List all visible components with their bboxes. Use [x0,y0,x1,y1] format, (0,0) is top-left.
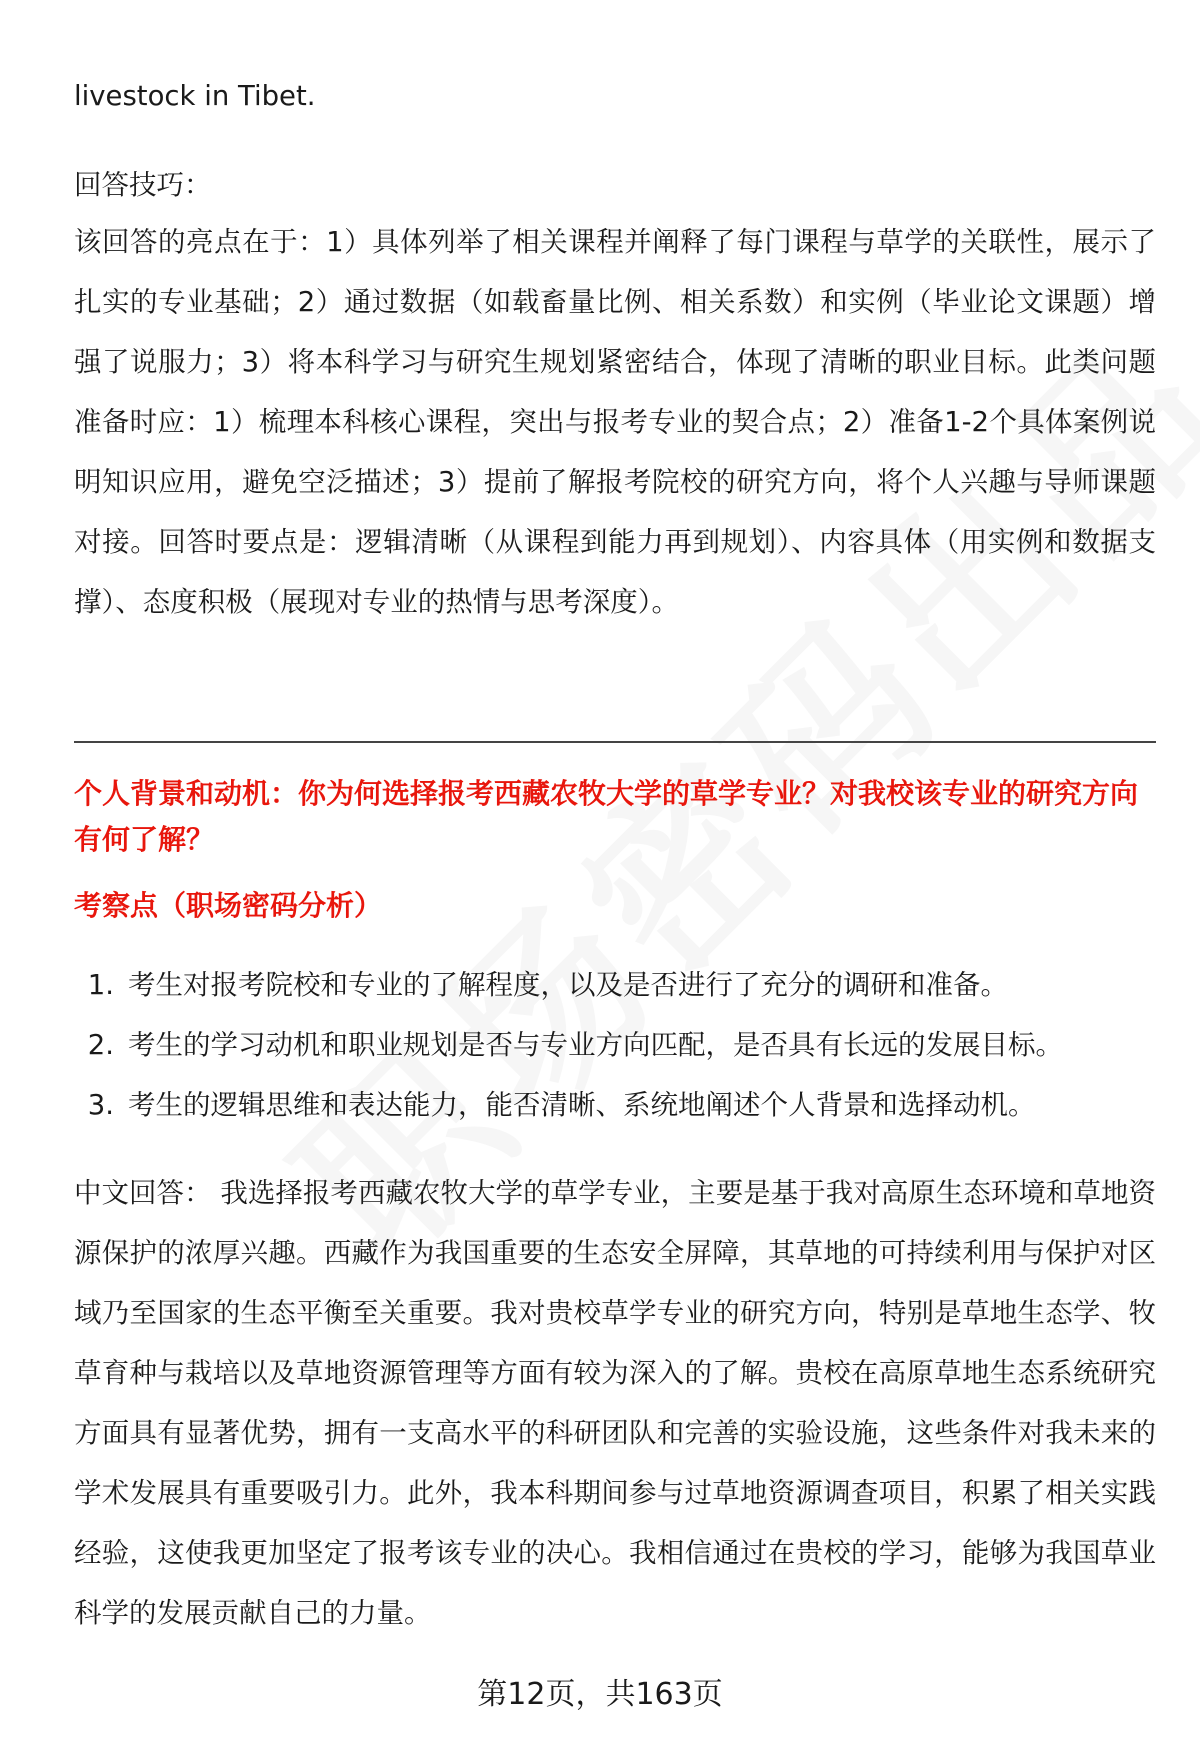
list-item [74,955,1156,1015]
list-text: 考生对报考院校和专业的了解程度，以及是否进行了充分的调研和准备。 [128,969,1008,1001]
tips-paragraph: 该回答的亮点在于：1）具体列举了相关课程并阐释了每门课程与草学的关联性，展示了扎实的专业基础；2）通过数据（如载畜量比例、相关系数）和实例（毕业论文课题）增强了说服力；3）将本科学习与研究生规划紧密结合，体现了清晰的职业目标。此类问题准备时应：1）梳理本科核心课程，突出与报考专业的契合点；2）准备1-2个具体案例说明知识应用，避免空泛描述；3）提前了解报考院校的研究方向，将个人兴趣与导师课题对接。回答时要点是：逻辑清晰（从课程到能力再到规划）、内容具体（用实例和数据支撑）、态度积极（展现对专业的热情与思考深度）。 [74,226,1156,618]
assessment-list [74,955,1156,1135]
list-number: 1. [87,969,114,1001]
list-number: 3. [87,1089,114,1121]
assessment-heading: 考察点（职场密码分析） [74,889,383,922]
page-number-footer: 第12页，共163页 [477,1677,723,1712]
list-text: 考生的学习动机和职业规划是否与专业方向匹配，是否具有长远的发展目标。 [128,1029,1063,1061]
previous-answer-fragment: livestock in Tibet. [74,80,316,112]
section-divider [74,741,1156,743]
list-number: 2. [87,1029,114,1061]
list-item [74,1015,1156,1075]
tips-label: 回答技巧： [74,169,212,201]
list-item [74,1075,1156,1135]
list-text: 考生的逻辑思维和表达能力，能否清晰、系统地阐述个人背景和选择动机。 [128,1089,1036,1121]
question-heading: 个人背景和动机：你为何选择报考西藏农牧大学的草学专业？对我校该专业的研究方向有何了解？ [74,777,1139,856]
chinese-answer-paragraph: 中文回答： 我选择报考西藏农牧大学的草学专业，主要是基于我对高原生态环境和草地资源保护的浓厚兴趣。西藏作为我国重要的生态安全屏障，其草地的可持续利用与保护对区域乃至国家的生态平衡至关重要。我对贵校草学专业的研究方向，特别是草地生态学、牧草育种与栽培以及草地资源管理等方面有较为深入的了解。贵校在高原草地生态系统研究方面具有显著优势，拥有一支高水平的科研团队和完善的实验设施，这些条件对我未来的学术发展具有重要吸引力。此外，我本科期间参与过草地资源调查项目，积累了相关实践经验，这使我更加坚定了报考该专业的决心。我相信通过在贵校的学习，能够为我国草业科学的发展贡献自己的力量。 [74,1177,1156,1629]
